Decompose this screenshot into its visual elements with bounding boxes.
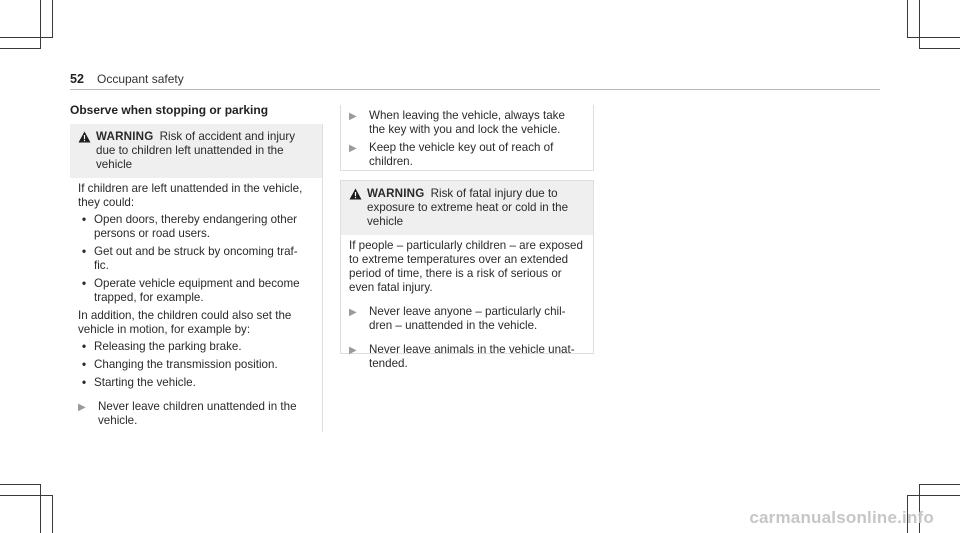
action-step — [349, 305, 583, 333]
crop-mark — [0, 37, 53, 38]
crop-mark — [907, 37, 960, 38]
action-step — [78, 400, 312, 428]
page-number: 52 — [70, 72, 84, 86]
crop-mark — [40, 0, 41, 49]
action-text: Never leave animals in the vehicle unat-tended. — [369, 343, 575, 370]
action-arrow-icon: ▶ — [349, 307, 357, 318]
crop-mark — [907, 495, 960, 496]
warning-header — [70, 124, 322, 178]
action-arrow-icon: ▶ — [349, 345, 357, 356]
warning-triangle-icon — [349, 187, 367, 229]
action-arrow-icon: ▶ — [349, 111, 357, 122]
action-arrow-icon: ▶ — [78, 402, 86, 413]
crop-mark — [919, 48, 960, 49]
warning-intro: If children are left unattended in the vehicle, they could: — [78, 182, 303, 209]
continuation-body — [341, 109, 593, 169]
list-item: • Changing the transmission position. — [94, 358, 312, 372]
warning-text — [367, 187, 583, 229]
hazard-list — [78, 213, 312, 305]
action-text: Never leave children unattended in the vehicle. — [98, 400, 297, 427]
warning-header — [341, 181, 593, 235]
crop-mark — [0, 495, 53, 496]
running-header: Occupant safety — [97, 72, 184, 86]
crop-mark — [40, 484, 41, 533]
crop-mark — [52, 0, 53, 37]
action-text: Never leave anyone – particularly chil-dren – unattended in the vehicle. — [369, 305, 566, 332]
warning-body — [341, 235, 593, 371]
crop-mark — [52, 495, 53, 533]
list-item: • Releasing the parking brake. — [94, 340, 312, 354]
warning-intro: If people – particularly children – are exposed to extreme temperatures over an extended period of time, there is a risk of serious or even fatal injury. — [349, 239, 583, 294]
list-item: • Starting the vehicle. — [94, 376, 312, 390]
action-text: Keep the vehicle key out of reach of children. — [369, 141, 554, 168]
warning-box-children — [70, 124, 323, 432]
action-step — [349, 343, 583, 371]
crop-mark — [907, 0, 908, 37]
warning-text — [96, 130, 312, 172]
warning-paragraph: In addition, the children could also set the vehicle in motion, for example by: — [78, 309, 292, 336]
warning-description: Risk of fatal injury due to exposure to extreme heat or cold in the vehicle — [367, 187, 569, 228]
crop-mark — [0, 484, 40, 485]
warning-continuation — [340, 105, 594, 171]
list-item: • Operate vehicle equipment and become trapped, for example. — [94, 277, 312, 305]
action-step — [349, 109, 583, 137]
crop-mark — [919, 0, 920, 49]
warning-triangle-icon — [78, 130, 96, 172]
section-title: Observe when stopping or parking — [70, 103, 269, 117]
warning-box-temperature — [340, 180, 594, 370]
watermark: carmanualsonline.info — [749, 508, 934, 527]
action-step — [349, 141, 583, 169]
crop-mark — [0, 48, 40, 49]
warning-label: WARNING — [367, 187, 425, 200]
action-text: When leaving the vehicle, always take the key with you and lock the vehicle. — [369, 109, 565, 136]
header-divider — [70, 89, 880, 90]
action-arrow-icon: ▶ — [349, 143, 357, 154]
warning-body — [70, 178, 322, 428]
motion-list — [78, 340, 312, 390]
crop-mark — [919, 484, 960, 485]
list-item: • Get out and be struck by oncoming traf-fic. — [94, 245, 312, 273]
list-item: • Open doors, thereby endangering other persons or road users. — [94, 213, 312, 241]
warning-label: WARNING — [96, 130, 154, 143]
warning-description: Risk of accident and injury due to children left unattended in the vehicle — [96, 130, 295, 171]
